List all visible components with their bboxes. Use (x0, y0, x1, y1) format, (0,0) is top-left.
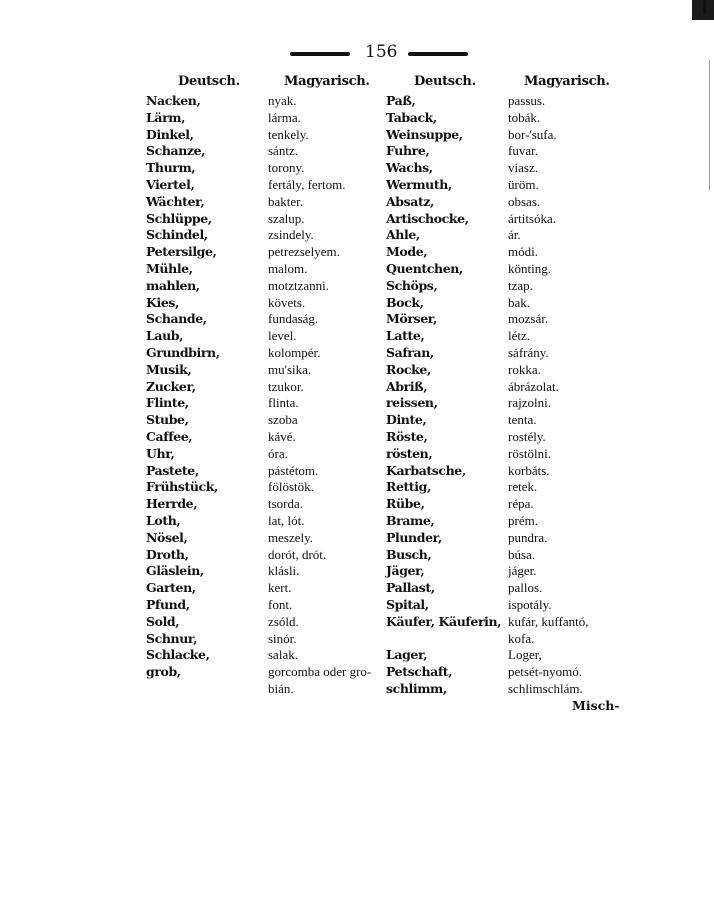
deutsch-word: Pallast, (386, 580, 435, 596)
magyar-word: sinór. (268, 630, 297, 646)
column-header-magyar-1: Magyarisch. (284, 74, 370, 89)
deutsch-word: Röste, (386, 428, 428, 444)
magyar-word: kofa. (508, 630, 535, 646)
column-magyar-2 (508, 93, 588, 698)
column-header-magyar-2: Magyarisch. (524, 74, 610, 89)
deutsch-word: Weinsuppe, (386, 126, 463, 142)
deutsch-word (146, 681, 220, 698)
deutsch-word: Dinkel, (146, 126, 194, 142)
deutsch-word: Uhr, (146, 445, 175, 461)
deutsch-word: Karbatsche, (386, 462, 466, 478)
deutsch-word: Brame, (386, 512, 435, 528)
column-header-deutsch-2: Deutsch. (414, 74, 476, 89)
deutsch-word: Safran, (386, 344, 434, 360)
magyar-word: fundaság. (268, 311, 319, 327)
magyar-word: ispotály. (508, 596, 552, 612)
magyar-word: létz. (508, 328, 531, 344)
column-header-deutsch-1: Deutsch. (178, 74, 240, 89)
deutsch-word: Frühstück, (146, 479, 218, 495)
deutsch-word: Garten, (146, 580, 196, 596)
deutsch-word: Wermuth, (386, 176, 452, 192)
deutsch-word: Schande, (146, 311, 207, 327)
magyar-word: lárma. (268, 109, 301, 125)
deutsch-word: Schlacke, (146, 647, 210, 663)
magyar-word: motztzanni. (268, 277, 330, 293)
deutsch-word: Pastete, (146, 462, 199, 478)
deutsch-word: Taback, (386, 109, 437, 125)
magyar-word: bián. (268, 680, 294, 696)
deutsch-word: Petschaft, (386, 664, 453, 680)
catchword: Misch- (572, 698, 620, 713)
scan-edge-line (709, 60, 714, 190)
magyar-word: répa. (508, 496, 534, 512)
deutsch-word: reissen, (386, 395, 438, 411)
header-rule-left (290, 52, 350, 56)
deutsch-word: Zucker, (146, 378, 196, 394)
magyar-word: pallos. (508, 580, 543, 596)
column-magyar-1 (268, 93, 371, 698)
magyar-word: búsa. (508, 546, 536, 562)
deutsch-word: Lager, (386, 647, 428, 663)
magyar-word: jáger. (508, 563, 537, 579)
deutsch-word: Latte, (386, 328, 425, 344)
deutsch-word: Schöps, (386, 277, 438, 293)
deutsch-word: Abriß, (386, 378, 428, 394)
deutsch-word (386, 631, 501, 648)
magyar-word: zsindely. (268, 227, 314, 243)
deutsch-word: Herrde, (146, 496, 198, 512)
deutsch-word: Flinte, (146, 395, 189, 411)
magyar-word: tsorda. (268, 496, 304, 512)
magyar-word: sántz. (268, 143, 298, 159)
magyar-word: tzukor. (268, 378, 304, 394)
magyar-word: ár. (508, 227, 521, 243)
deutsch-word: schlimm, (386, 680, 447, 696)
magyar-word: ábrázolat. (508, 378, 559, 394)
magyar-word: bakter. (268, 193, 304, 209)
magyar-word: tobák. (508, 109, 541, 125)
deutsch-word: Mörser, (386, 311, 437, 327)
magyar-word: könting. (508, 260, 551, 276)
deutsch-word: Artischocke, (386, 210, 469, 226)
magyar-word: zsóld. (268, 613, 299, 629)
magyar-word: passus. (508, 93, 546, 108)
deutsch-word: Stube, (146, 412, 189, 428)
magyar-word: nyak. (268, 93, 297, 108)
magyar-word: tenkely. (268, 126, 309, 142)
deutsch-word: Rocke, (386, 361, 431, 377)
deutsch-word: Nacken, (146, 93, 201, 108)
magyar-word: rokka. (508, 361, 541, 377)
magyar-word: mu'sika. (268, 361, 312, 377)
deutsch-word: Dinte, (386, 412, 427, 428)
magyar-word: obsas. (508, 193, 541, 209)
magyar-word: Loger, (508, 647, 542, 663)
magyar-word: dorót, drót. (268, 546, 327, 562)
deutsch-word: Quentchen, (386, 260, 463, 276)
deutsch-word: Busch, (386, 546, 432, 562)
deutsch-word: Petersilge, (146, 244, 217, 260)
deutsch-word: Fuhre, (386, 143, 430, 159)
deutsch-word: Schnur, (146, 630, 198, 646)
magyar-word: meszely. (268, 529, 313, 545)
deutsch-word: grob, (146, 664, 181, 680)
magyar-word: szoba (268, 412, 298, 428)
magyar-word: torony. (268, 160, 305, 176)
deutsch-word: Grundbirn, (146, 344, 220, 360)
magyar-word: pundra. (508, 529, 548, 545)
header-rule-right (408, 52, 468, 56)
magyar-word: malom. (268, 260, 308, 276)
magyar-word: óra. (268, 445, 288, 461)
magyar-word: kert. (268, 580, 292, 596)
deutsch-word: Rettig, (386, 479, 431, 495)
magyar-word: level. (268, 328, 297, 344)
deutsch-word: Schlüppe, (146, 210, 212, 226)
magyar-word: tzap. (508, 277, 533, 293)
column-deutsch-1 (146, 93, 220, 698)
deutsch-word: Plunder, (386, 529, 442, 545)
deutsch-word: Viertel, (146, 176, 195, 192)
magyar-word: viasz. (508, 160, 538, 176)
magyar-word: fölöstök. (268, 479, 314, 495)
magyar-word: sáfrány. (508, 344, 549, 360)
magyar-word: schlimschlám. (508, 680, 583, 696)
deutsch-word: Jäger, (386, 563, 425, 579)
magyar-word: petrezselyem. (268, 244, 340, 260)
magyar-word: klásli. (268, 563, 300, 579)
magyar-word: tenta. (508, 412, 537, 428)
magyar-word: rajzolni. (508, 395, 551, 411)
magyar-word: kufár, kuffantó, (508, 613, 589, 629)
magyar-word: pástétom. (268, 462, 319, 478)
deutsch-word: Kies, (146, 294, 179, 310)
magyar-word: korbáts. (508, 462, 550, 478)
magyar-word: fertály, fertom. (268, 176, 346, 192)
page-header (0, 42, 714, 66)
deutsch-word: mahlen, (146, 277, 200, 293)
deutsch-word: Käufer, Käuferin, (386, 613, 502, 629)
deutsch-word: Sold, (146, 613, 180, 629)
magyar-word: bor-'sufa. (508, 126, 557, 142)
deutsch-word: Absatz, (386, 193, 434, 209)
deutsch-word: Gläslein, (146, 563, 204, 579)
magyar-word: rostély. (508, 428, 546, 444)
magyar-word: flinta. (268, 395, 299, 411)
deutsch-word: Musik, (146, 361, 192, 377)
magyar-word: kolompér. (268, 344, 321, 360)
deutsch-word: Schanze, (146, 143, 206, 159)
deutsch-word: Mode, (386, 244, 428, 260)
magyar-word: ártitsóka. (508, 210, 557, 226)
deutsch-word: Paß, (386, 93, 416, 108)
column-deutsch-2 (386, 93, 501, 698)
deutsch-word: Caffee, (146, 428, 193, 444)
magyar-word: módi. (508, 244, 538, 260)
deutsch-word: Ahle, (386, 227, 420, 243)
magyar-word: lat, lót. (268, 512, 305, 528)
magyar-word: bak. (508, 294, 531, 310)
magyar-word: üröm. (508, 176, 539, 192)
magyar-word: petsét-nyomó. (508, 664, 583, 680)
deutsch-word: Thurm, (146, 160, 196, 176)
deutsch-word: rösten, (386, 445, 433, 461)
magyar-word: gorcomba oder gro- (268, 664, 372, 680)
magyar-word: szalup. (268, 210, 305, 226)
magyar-word: kávé. (268, 428, 296, 444)
magyar-word: követs. (268, 294, 306, 310)
page-number: 156 (365, 42, 398, 62)
magyar-word: röstölni. (508, 445, 551, 461)
deutsch-word: Schindel, (146, 227, 208, 243)
deutsch-word: Loth, (146, 512, 181, 528)
magyar-word: fuvar. (508, 143, 538, 159)
deutsch-word: Rübe, (386, 496, 425, 512)
magyar-word: font. (268, 596, 293, 612)
deutsch-word: Wächter, (146, 193, 205, 209)
deutsch-word: Droth, (146, 546, 189, 562)
deutsch-word: Wachs, (386, 160, 433, 176)
deutsch-word: Lärm, (146, 109, 186, 125)
deutsch-word: Laub, (146, 328, 184, 344)
deutsch-word: Mühle, (146, 260, 193, 276)
magyar-word: salak. (268, 647, 298, 663)
deutsch-word: Spital, (386, 596, 429, 612)
magyar-word: prém. (508, 512, 538, 528)
deutsch-word: Bock, (386, 294, 424, 310)
magyar-word: mozsár. (508, 311, 549, 327)
deutsch-word: Pfund, (146, 596, 190, 612)
scan-edge-mark (703, 0, 706, 14)
magyar-word: retek. (508, 479, 538, 495)
deutsch-word: Nösel, (146, 529, 188, 545)
